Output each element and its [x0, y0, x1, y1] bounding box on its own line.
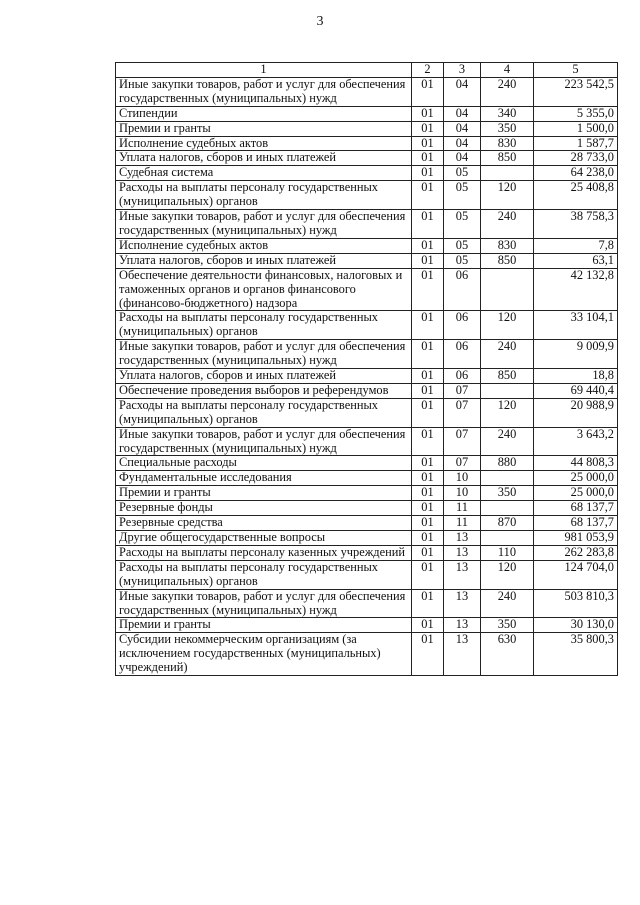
row-subsection-cell: 05: [444, 238, 481, 253]
row-expense-type-cell: [481, 166, 534, 181]
row-amount-cell: 3 643,2: [534, 427, 618, 456]
row-amount-cell: 30 130,0: [534, 618, 618, 633]
row-section-cell: 01: [412, 181, 444, 210]
table-row: [116, 268, 618, 311]
row-amount-cell: 20 988,9: [534, 398, 618, 427]
row-section-cell: 01: [412, 531, 444, 546]
row-section-cell: 01: [412, 560, 444, 589]
row-name-cell: Резервные фонды: [116, 501, 412, 516]
row-section-cell: 01: [412, 340, 444, 369]
row-amount-cell: 1 587,7: [534, 136, 618, 151]
row-section-cell: 01: [412, 471, 444, 486]
table-row: [116, 121, 618, 136]
row-section-cell: 01: [412, 369, 444, 384]
row-amount-cell: 69 440,4: [534, 383, 618, 398]
table-row: [116, 516, 618, 531]
row-name-cell: Расходы на выплаты персоналу государственных (муниципальных) органов: [116, 311, 412, 340]
row-amount-cell: 5 355,0: [534, 106, 618, 121]
table-row: [116, 618, 618, 633]
table-row: [116, 531, 618, 546]
row-expense-type-cell: [481, 501, 534, 516]
row-subsection-cell: 10: [444, 471, 481, 486]
row-subsection-cell: 04: [444, 136, 481, 151]
row-amount-cell: 42 132,8: [534, 268, 618, 311]
table-row: [116, 166, 618, 181]
table-body: [116, 77, 618, 675]
row-expense-type-cell: 120: [481, 398, 534, 427]
row-subsection-cell: 07: [444, 398, 481, 427]
budget-table: [115, 62, 618, 676]
row-subsection-cell: 13: [444, 633, 481, 676]
row-name-cell: Обеспечение деятельности финансовых, налоговых и таможенных органов и органов финансового (финансово-бюджетного) надзора: [116, 268, 412, 311]
row-subsection-cell: 04: [444, 77, 481, 106]
row-amount-cell: 9 009,9: [534, 340, 618, 369]
row-expense-type-cell: 850: [481, 369, 534, 384]
row-name-cell: Премии и гранты: [116, 618, 412, 633]
row-amount-cell: 25 000,0: [534, 471, 618, 486]
table-row: [116, 77, 618, 106]
column-header-expense-type: 4: [481, 63, 534, 78]
row-section-cell: 01: [412, 166, 444, 181]
row-name-cell: Иные закупки товаров, работ и услуг для обеспечения государственных (муниципальных) нужд: [116, 77, 412, 106]
row-amount-cell: 28 733,0: [534, 151, 618, 166]
row-amount-cell: 68 137,7: [534, 516, 618, 531]
row-subsection-cell: 07: [444, 456, 481, 471]
row-amount-cell: 262 283,8: [534, 545, 618, 560]
row-section-cell: 01: [412, 238, 444, 253]
column-header-amount: 5: [534, 63, 618, 78]
row-subsection-cell: 06: [444, 369, 481, 384]
table-row: [116, 471, 618, 486]
row-expense-type-cell: 120: [481, 560, 534, 589]
table-row: [116, 151, 618, 166]
row-section-cell: 01: [412, 456, 444, 471]
row-amount-cell: 18,8: [534, 369, 618, 384]
table-row: [116, 340, 618, 369]
row-subsection-cell: 07: [444, 427, 481, 456]
row-name-cell: Расходы на выплаты персоналу государственных (муниципальных) органов: [116, 560, 412, 589]
table-header-row: [116, 63, 618, 78]
row-section-cell: 01: [412, 427, 444, 456]
row-section-cell: 01: [412, 253, 444, 268]
row-amount-cell: 7,8: [534, 238, 618, 253]
row-expense-type-cell: 880: [481, 456, 534, 471]
row-section-cell: 01: [412, 311, 444, 340]
row-name-cell: Специальные расходы: [116, 456, 412, 471]
row-amount-cell: 44 808,3: [534, 456, 618, 471]
row-name-cell: Премии и гранты: [116, 121, 412, 136]
row-subsection-cell: 07: [444, 383, 481, 398]
column-header-subsection: 3: [444, 63, 481, 78]
row-section-cell: 01: [412, 77, 444, 106]
row-expense-type-cell: 240: [481, 589, 534, 618]
row-expense-type-cell: 850: [481, 253, 534, 268]
row-section-cell: 01: [412, 516, 444, 531]
row-amount-cell: 223 542,5: [534, 77, 618, 106]
table-row: [116, 560, 618, 589]
table-row: [116, 311, 618, 340]
table-row: [116, 486, 618, 501]
row-name-cell: Расходы на выплаты персоналу казенных учреждений: [116, 545, 412, 560]
table-row: [116, 427, 618, 456]
row-amount-cell: 33 104,1: [534, 311, 618, 340]
row-amount-cell: 68 137,7: [534, 501, 618, 516]
row-subsection-cell: 13: [444, 618, 481, 633]
row-name-cell: Фундаментальные исследования: [116, 471, 412, 486]
row-amount-cell: 63,1: [534, 253, 618, 268]
row-subsection-cell: 10: [444, 486, 481, 501]
column-header-section: 2: [412, 63, 444, 78]
table-row: [116, 210, 618, 239]
row-subsection-cell: 13: [444, 545, 481, 560]
row-name-cell: Обеспечение проведения выборов и референдумов: [116, 383, 412, 398]
row-name-cell: Иные закупки товаров, работ и услуг для обеспечения государственных (муниципальных) нужд: [116, 589, 412, 618]
row-section-cell: 01: [412, 589, 444, 618]
row-subsection-cell: 06: [444, 340, 481, 369]
row-section-cell: 01: [412, 545, 444, 560]
row-name-cell: Премии и гранты: [116, 486, 412, 501]
row-name-cell: Расходы на выплаты персоналу государственных (муниципальных) органов: [116, 181, 412, 210]
row-subsection-cell: 13: [444, 531, 481, 546]
row-amount-cell: 38 758,3: [534, 210, 618, 239]
row-expense-type-cell: 240: [481, 427, 534, 456]
row-name-cell: Исполнение судебных актов: [116, 238, 412, 253]
row-subsection-cell: 04: [444, 151, 481, 166]
row-name-cell: Стипендии: [116, 106, 412, 121]
row-expense-type-cell: 350: [481, 618, 534, 633]
row-section-cell: 01: [412, 106, 444, 121]
table-row: [116, 136, 618, 151]
row-expense-type-cell: 240: [481, 77, 534, 106]
row-subsection-cell: 13: [444, 589, 481, 618]
table-row: [116, 398, 618, 427]
row-section-cell: 01: [412, 210, 444, 239]
row-section-cell: 01: [412, 501, 444, 516]
row-amount-cell: 124 704,0: [534, 560, 618, 589]
row-name-cell: Другие общегосударственные вопросы: [116, 531, 412, 546]
row-expense-type-cell: 240: [481, 210, 534, 239]
column-header-name: 1: [116, 63, 412, 78]
row-expense-type-cell: 830: [481, 136, 534, 151]
row-section-cell: 01: [412, 121, 444, 136]
row-name-cell: Уплата налогов, сборов и иных платежей: [116, 369, 412, 384]
row-section-cell: 01: [412, 398, 444, 427]
row-name-cell: Иные закупки товаров, работ и услуг для обеспечения государственных (муниципальных) нужд: [116, 427, 412, 456]
row-name-cell: Иные закупки товаров, работ и услуг для обеспечения государственных (муниципальных) нужд: [116, 340, 412, 369]
row-expense-type-cell: [481, 471, 534, 486]
row-name-cell: Расходы на выплаты персоналу государственных (муниципальных) органов: [116, 398, 412, 427]
table-row: [116, 181, 618, 210]
row-amount-cell: 981 053,9: [534, 531, 618, 546]
row-section-cell: 01: [412, 633, 444, 676]
row-amount-cell: 25 000,0: [534, 486, 618, 501]
row-expense-type-cell: [481, 531, 534, 546]
row-subsection-cell: 05: [444, 181, 481, 210]
row-expense-type-cell: 110: [481, 545, 534, 560]
row-expense-type-cell: 340: [481, 106, 534, 121]
row-name-cell: Резервные средства: [116, 516, 412, 531]
row-expense-type-cell: 850: [481, 151, 534, 166]
table-row: [116, 501, 618, 516]
table-row: [116, 253, 618, 268]
row-subsection-cell: 06: [444, 311, 481, 340]
table-row: [116, 633, 618, 676]
table-row: [116, 383, 618, 398]
row-subsection-cell: 04: [444, 121, 481, 136]
row-subsection-cell: 11: [444, 501, 481, 516]
row-expense-type-cell: 870: [481, 516, 534, 531]
table-row: [116, 369, 618, 384]
row-expense-type-cell: 120: [481, 181, 534, 210]
row-expense-type-cell: 350: [481, 121, 534, 136]
row-section-cell: 01: [412, 151, 444, 166]
row-name-cell: Уплата налогов, сборов и иных платежей: [116, 253, 412, 268]
row-name-cell: Уплата налогов, сборов и иных платежей: [116, 151, 412, 166]
row-expense-type-cell: [481, 268, 534, 311]
row-expense-type-cell: 630: [481, 633, 534, 676]
row-subsection-cell: 05: [444, 166, 481, 181]
row-subsection-cell: 04: [444, 106, 481, 121]
row-subsection-cell: 06: [444, 268, 481, 311]
row-expense-type-cell: 350: [481, 486, 534, 501]
table-row: [116, 545, 618, 560]
row-subsection-cell: 05: [444, 253, 481, 268]
row-subsection-cell: 05: [444, 210, 481, 239]
row-expense-type-cell: 830: [481, 238, 534, 253]
row-expense-type-cell: 120: [481, 311, 534, 340]
row-section-cell: 01: [412, 618, 444, 633]
row-name-cell: Судебная система: [116, 166, 412, 181]
row-section-cell: 01: [412, 268, 444, 311]
row-amount-cell: 503 810,3: [534, 589, 618, 618]
row-name-cell: Иные закупки товаров, работ и услуг для обеспечения государственных (муниципальных) нужд: [116, 210, 412, 239]
row-expense-type-cell: [481, 383, 534, 398]
row-amount-cell: 25 408,8: [534, 181, 618, 210]
table-row: [116, 456, 618, 471]
row-name-cell: Субсидии некоммерческим организациям (за исключением государственных (муниципальных) учреждений): [116, 633, 412, 676]
row-subsection-cell: 11: [444, 516, 481, 531]
row-amount-cell: 1 500,0: [534, 121, 618, 136]
table-row: [116, 238, 618, 253]
row-subsection-cell: 13: [444, 560, 481, 589]
page-number: 3: [316, 14, 324, 29]
row-amount-cell: 35 800,3: [534, 633, 618, 676]
row-expense-type-cell: 240: [481, 340, 534, 369]
table-row: [116, 106, 618, 121]
row-amount-cell: 64 238,0: [534, 166, 618, 181]
row-section-cell: 01: [412, 136, 444, 151]
row-section-cell: 01: [412, 486, 444, 501]
row-section-cell: 01: [412, 383, 444, 398]
row-name-cell: Исполнение судебных актов: [116, 136, 412, 151]
table-row: [116, 589, 618, 618]
